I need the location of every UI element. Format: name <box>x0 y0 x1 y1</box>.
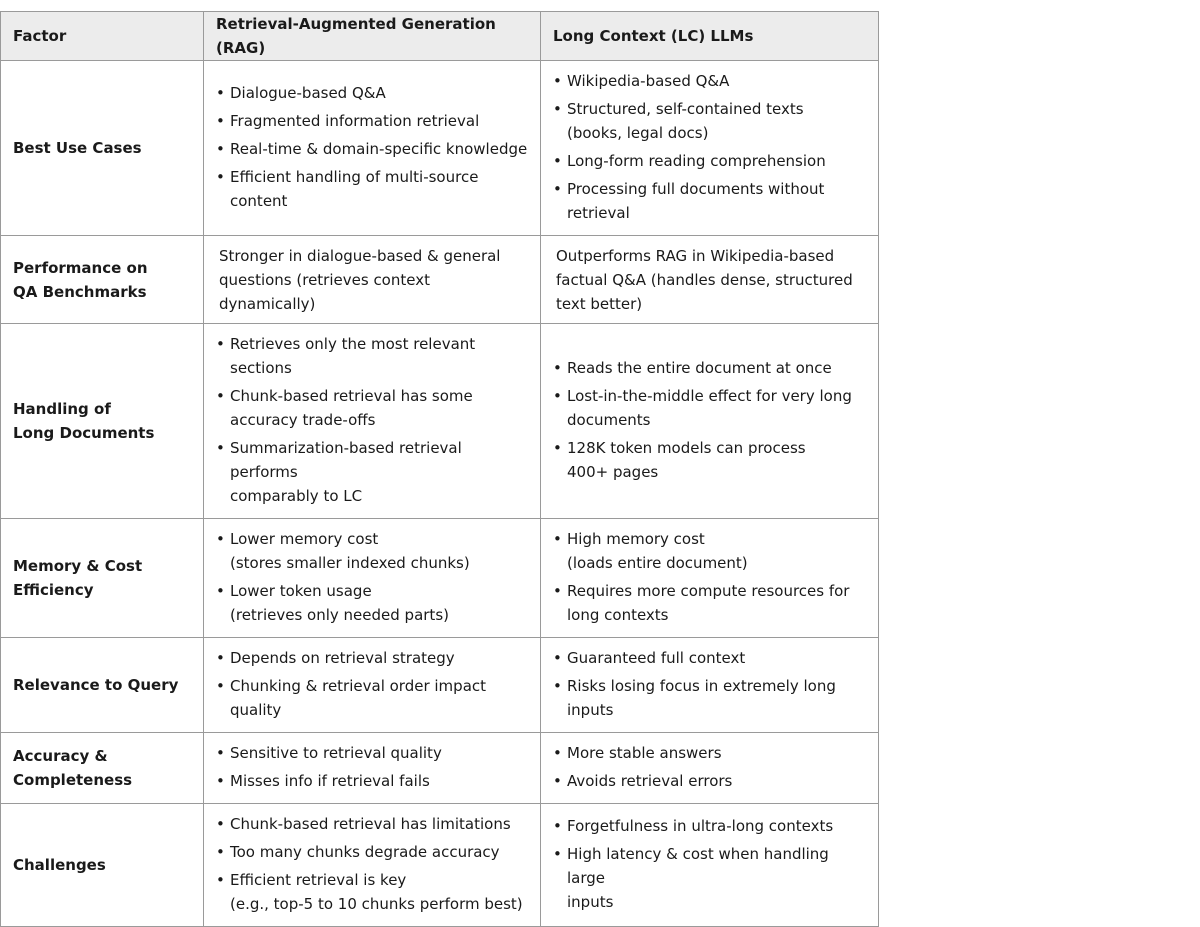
bullet-item <box>216 812 528 836</box>
text-line: 400+ pages <box>567 463 659 481</box>
rag-cell <box>204 519 541 638</box>
text-line: QA Benchmarks <box>13 282 147 301</box>
text-line: accuracy trade-offs <box>230 411 376 429</box>
text-line: • Efficient handling of multi-source <box>230 168 479 186</box>
bullet-item <box>553 177 866 225</box>
rag-cell <box>204 733 541 804</box>
lc-bullet-list <box>553 646 866 722</box>
table-row <box>1 236 879 324</box>
table-row <box>1 733 879 804</box>
text-line: • Reads the entire document at once <box>567 359 832 377</box>
text-line: long contexts <box>567 606 669 624</box>
bullet-item <box>216 646 528 670</box>
text-line: (stores smaller indexed chunks) <box>230 554 470 572</box>
text-line: • Risks losing focus in extremely long <box>567 677 836 695</box>
comparison-table <box>0 11 879 927</box>
text-line: • High memory cost <box>567 530 705 548</box>
text-line: retrieval <box>567 204 630 222</box>
rag-cell <box>204 638 541 733</box>
text-line: • Chunking & retrieval order impact <box>230 677 487 695</box>
bullet-item <box>553 741 866 765</box>
lc-bullet-list <box>553 741 866 793</box>
rag-cell <box>204 324 541 519</box>
header-row <box>1 12 879 61</box>
bullet-item <box>216 332 528 380</box>
text-line: • Misses info if retrieval fails <box>230 772 430 790</box>
text-line: (e.g., top-5 to 10 chunks perform best) <box>230 895 523 913</box>
table-row <box>1 324 879 519</box>
text-line: Long Documents <box>13 424 155 442</box>
table-row <box>1 638 879 733</box>
text-line: • Dialogue-based Q&A <box>230 84 386 102</box>
bullet-item <box>216 109 528 133</box>
rag-bullet-list <box>216 527 528 627</box>
text-line: • Chunk-based retrieval has some <box>230 387 473 405</box>
lc-bullet-list <box>553 356 866 484</box>
text-line: • Summarization-based retrieval performs <box>230 439 462 481</box>
table-row <box>1 519 879 638</box>
bullet-item <box>553 69 866 93</box>
text-line: • Chunk-based retrieval has limitations <box>230 815 511 833</box>
rag-bullet-list <box>216 812 528 916</box>
bullet-item <box>216 741 528 765</box>
bullet-item <box>216 137 528 161</box>
bullet-item <box>553 674 866 722</box>
header-factor: Factor <box>1 12 204 61</box>
text-line: • Guaranteed full context <box>567 649 746 667</box>
text-line: • Lower memory cost <box>230 530 379 548</box>
rag-cell <box>204 804 541 927</box>
bullet-item <box>553 814 866 838</box>
table-row <box>1 61 879 236</box>
lc-bullet-list <box>553 69 866 225</box>
text-line: • Depends on retrieval strategy <box>230 649 455 667</box>
text-line: (retrieves only needed parts) <box>230 606 449 624</box>
bullet-item <box>553 97 866 145</box>
bullet-item <box>553 436 866 484</box>
bullet-item <box>216 81 528 105</box>
factor-cell <box>1 733 204 804</box>
bullet-item <box>216 527 528 575</box>
text-line: quality <box>230 701 282 719</box>
bullet-item <box>216 840 528 864</box>
text-line: inputs <box>567 893 614 911</box>
lc-bullet-list <box>553 814 866 914</box>
factor-cell <box>1 638 204 733</box>
text-line: questions (retrieves context dynamically) <box>219 270 430 313</box>
text-line: • Structured, self-contained texts <box>567 100 804 118</box>
bullet-item <box>553 769 866 793</box>
text-line: (loads entire document) <box>567 554 748 572</box>
text-line: Handling of <box>13 400 111 418</box>
lc-cell <box>541 236 879 324</box>
rag-cell <box>204 61 541 236</box>
text-line: text better) <box>556 294 643 313</box>
bullet-item <box>216 769 528 793</box>
text-line: content <box>230 192 288 210</box>
text-line: Memory & Cost <box>13 557 143 575</box>
text-line: Relevance to Query <box>13 676 179 694</box>
text-line: • Requires more compute resources for <box>567 582 850 600</box>
header-rag: Retrieval-Augmented Generation (RAG) <box>204 12 541 61</box>
text-line: Challenges <box>13 856 106 874</box>
lc-cell <box>541 519 879 638</box>
bullet-item <box>553 579 866 627</box>
text-line: Stronger in dialogue-based & general <box>219 246 501 265</box>
factor-cell <box>1 236 204 324</box>
bullet-item <box>553 384 866 432</box>
bullet-item <box>216 868 528 916</box>
text-line: • Lower token usage <box>230 582 372 600</box>
factor-cell <box>1 61 204 236</box>
text-line: • Sensitive to retrieval quality <box>230 744 442 762</box>
text-line: • Efficient retrieval is key <box>230 871 407 889</box>
rag-cell <box>204 236 541 324</box>
text-line: (books, legal docs) <box>567 124 709 142</box>
header-lc: Long Context (LC) LLMs <box>541 12 879 61</box>
text-line: • Fragmented information retrieval <box>230 112 480 130</box>
text-line: comparably to LC <box>230 487 363 505</box>
text-line: • Lost-in-the-middle effect for very long <box>567 387 852 405</box>
bullet-item <box>216 674 528 722</box>
text-line: • 128K token models can process <box>567 439 806 457</box>
text-line: documents <box>567 411 651 429</box>
lc-cell <box>541 804 879 927</box>
bullet-item <box>216 384 528 432</box>
lc-cell <box>541 324 879 519</box>
bullet-item <box>553 527 866 575</box>
text-line: Best Use Cases <box>13 139 142 157</box>
text-line: • Long-form reading comprehension <box>567 152 826 170</box>
bullet-item <box>553 356 866 380</box>
factor-cell <box>1 324 204 519</box>
table-row <box>1 804 879 927</box>
lc-cell <box>541 733 879 804</box>
text-line: • Wikipedia-based Q&A <box>567 72 730 90</box>
text-line: • Avoids retrieval errors <box>567 772 733 790</box>
text-line: factual Q&A (handles dense, structured <box>556 270 853 289</box>
text-line: • Too many chunks degrade accuracy <box>230 843 500 861</box>
rag-bullet-list <box>216 81 528 213</box>
text-line: • Processing full documents without <box>567 180 825 198</box>
text-line: Completeness <box>13 771 133 789</box>
text-line: Outperforms RAG in Wikipedia-based <box>556 246 835 265</box>
text-line: • Real-time & domain-specific knowledge <box>230 140 528 158</box>
text-line: • More stable answers <box>567 744 722 762</box>
bullet-item <box>553 842 866 914</box>
factor-cell <box>1 519 204 638</box>
text-line: Efficiency <box>13 581 94 599</box>
text-line: Accuracy & <box>13 747 108 765</box>
lc-cell <box>541 638 879 733</box>
rag-bullet-list <box>216 741 528 793</box>
bullet-item <box>553 149 866 173</box>
text-line: • Retrieves only the most relevant sections <box>230 335 476 377</box>
rag-bullet-list <box>216 646 528 722</box>
bullet-item <box>553 646 866 670</box>
text-line: Performance on <box>13 258 148 277</box>
lc-cell <box>541 61 879 236</box>
text-line: inputs <box>567 701 614 719</box>
rag-bullet-list <box>216 332 528 508</box>
bullet-item <box>216 579 528 627</box>
lc-bullet-list <box>553 527 866 627</box>
factor-cell <box>1 804 204 927</box>
text-line: • Forgetfulness in ultra-long contexts <box>567 817 834 835</box>
table-body <box>1 61 879 927</box>
bullet-item <box>216 436 528 508</box>
bullet-item <box>216 165 528 213</box>
text-line: • High latency & cost when handling large <box>567 845 829 887</box>
